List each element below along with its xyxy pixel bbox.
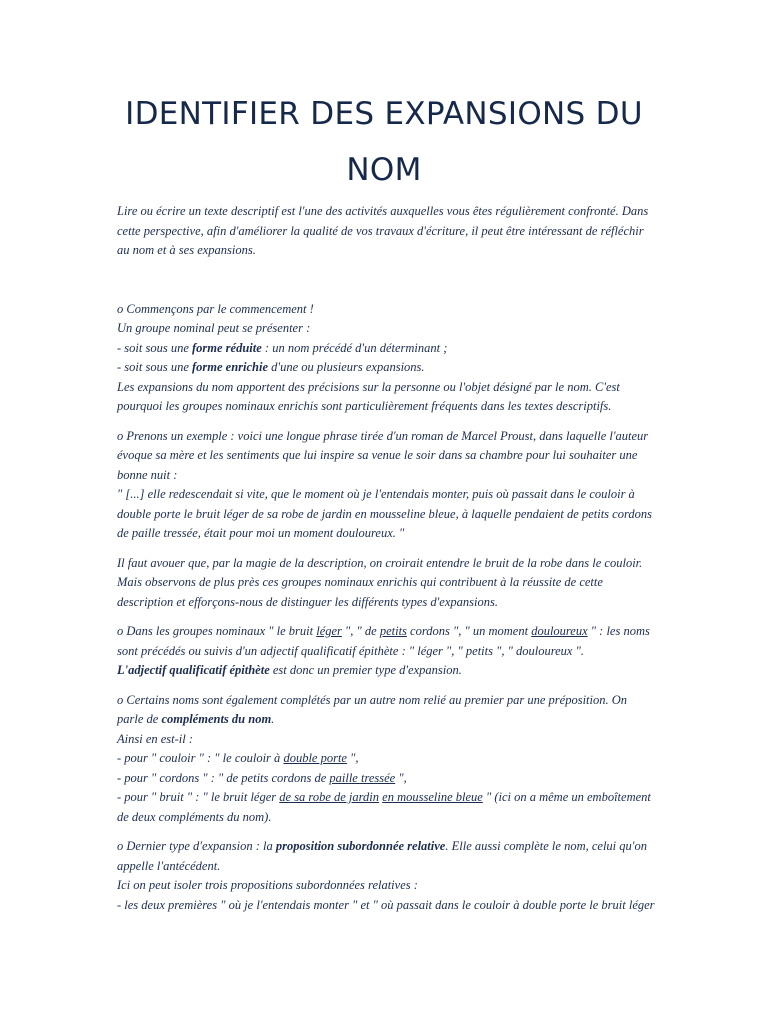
section-5-item-3: - pour " bruit " : " le bruit léger de sa robe de jardin en mousseline bleue " (ici on a même un emboîtement de deux compléments du nom). [117, 790, 651, 824]
section-6-line-2: Ici on peut isoler trois propositions subordonnées relatives : [117, 878, 418, 892]
section-5-item-2: - pour " cordons " : " de petits cordons de paille tressée ", [117, 770, 407, 785]
section-2-paragraph: o Prenons un exemple : voici une longue phrase tirée d'un roman de Marcel Proust, dans laquelle l'auteur évoque sa mère et les sentiments que lui inspire sa venue le soir dans sa chambre pour lui souhaiter une bonne nuit : [117, 428, 649, 482]
bold-term: proposition subordonnée relative [275, 839, 446, 853]
underlined-phrase: paille tressée [329, 770, 396, 785]
underlined-phrase: de sa robe de jardin [279, 790, 380, 804]
proust-quote: " [...] elle redescendait si vite, que le moment où je l'entendais monter, puis où passait dans le couloir à double porte le bruit léger de sa robe de jardin en mousseline bleue, à laquelle pendaient de petits cordons de paille tressée, était pour moi un moment douloureux. " [117, 487, 652, 540]
section-3-paragraph: Il faut avouer que, par la magie de la description, on croirait entendre le bruit de la robe dans le couloir. Mais observons de plus près ces groupes nominaux enrichis qui contribuent à la réussite de cette description et efforçons-nous de distinguer les différents types d'expansions. [117, 555, 643, 609]
spacer [117, 612, 655, 622]
underlined-word: douloureux [531, 624, 588, 638]
section-1-heading: o Commençons par le commencement ! [117, 301, 314, 316]
section-4-paragraph: o Dans les groupes nominaux " le bruit léger ", " de petits cordons ", " un moment douloureux " : les noms sont précédés ou suivis d'un adjectif qualificatif épithète : " léger ", " petits ", " douloureux ". [117, 624, 650, 658]
bold-term: forme réduite [192, 340, 262, 355]
section-1-line: Un groupe nominal peut se présenter : [117, 321, 311, 335]
spacer [117, 261, 655, 300]
document-body [117, 202, 655, 915]
section-1-paragraph: Les expansions du nom apportent des précisions sur la personne ou l'objet désigné par le nom. C'est pourquoi les groupes nominaux enrichis sont particulièrement fréquents dans les textes descriptifs. [117, 379, 620, 413]
section-6-line-3: - les deux premières " où je l'entendais monter " et " où passait dans le couloir à double porte le bruit léger [117, 897, 655, 912]
section-1-bullet-1: - soit sous une forme réduite : un nom précédé d'un déterminant ; [117, 340, 448, 355]
underlined-word: léger [316, 624, 342, 638]
bold-term: compléments du nom [161, 712, 272, 726]
spacer [117, 544, 655, 554]
page-title: IDENTIFIER DES EXPANSIONS DU [125, 96, 643, 132]
intro-paragraph: Lire ou écrire un texte descriptif est l'une des activités auxquelles vous êtes régulièrement confronté. Dans cette perspective, afin d'améliorer la qualité de vos travaux d'écriture, il peut être intéressant de réfléchir au nom et à ses expansions. [117, 204, 649, 257]
bold-term: forme enrichie [192, 360, 269, 374]
section-4-conclusion: L'adjectif qualificatif épithète est donc un premier type d'expansion. [117, 663, 462, 677]
bold-term: L'adjectif qualificatif épithète [117, 663, 270, 677]
underlined-phrase: en mousseline bleue [382, 790, 483, 804]
section-1-bullet-2: - soit sous une forme enrichie d'une ou plusieurs expansions. [117, 360, 425, 374]
spacer [117, 681, 655, 691]
section-5-paragraph: o Certains noms sont également complétés par un autre nom relié au premier par une préposition. On parle de compléments du nom. [117, 692, 628, 726]
spacer [117, 417, 655, 427]
page-title-continued: NOM [346, 152, 422, 188]
underlined-phrase: double porte [283, 751, 347, 765]
spacer [117, 827, 655, 837]
underlined-word: petits [379, 624, 407, 638]
section-6-paragraph: o Dernier type d'expansion : la proposition subordonnée relative. Elle aussi complète le nom, celui qu'on appelle l'antécédent. [117, 839, 647, 873]
section-5-intro: Ainsi en est-il : [117, 731, 194, 746]
section-5-item-1: - pour " couloir " : " le couloir à double porte ", [117, 751, 359, 765]
